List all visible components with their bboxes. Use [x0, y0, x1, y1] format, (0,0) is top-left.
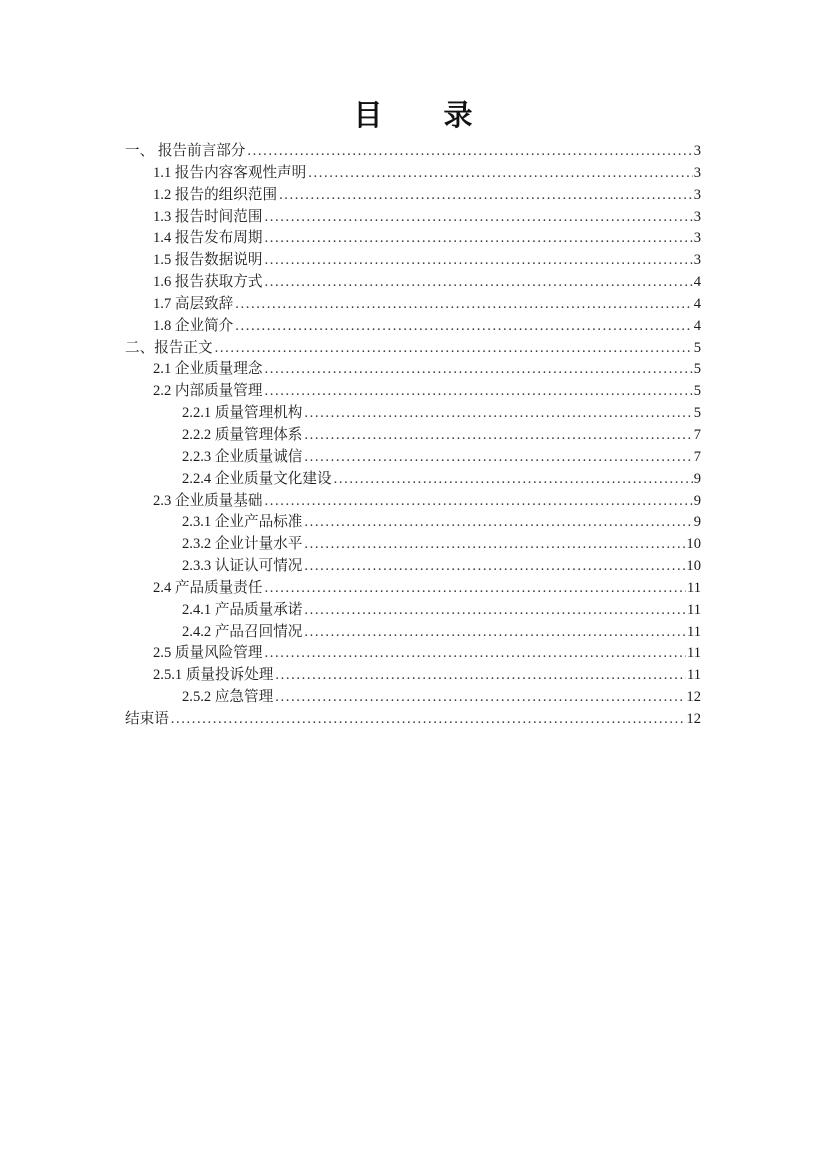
- toc-leader-dots: [304, 622, 686, 644]
- toc-leader-dots: [304, 556, 685, 578]
- toc-entry[interactable]: [125, 447, 701, 469]
- toc-entry[interactable]: [125, 381, 701, 403]
- toc-entry[interactable]: [125, 185, 701, 207]
- toc-entry-page: 5: [693, 361, 701, 378]
- toc-leader-dots: [235, 316, 692, 338]
- toc-entry[interactable]: [125, 141, 701, 163]
- toc-entry[interactable]: [125, 556, 701, 578]
- toc-entry[interactable]: [125, 469, 701, 491]
- toc-entry[interactable]: [125, 403, 701, 425]
- toc-entry-page: 4: [693, 295, 701, 312]
- toc-entry-label: 2.5 质量风险管理: [153, 645, 263, 662]
- toc-entry-label: 2.4.1 产品质量承诺: [182, 601, 303, 618]
- toc-entry-page: 7: [693, 426, 701, 443]
- toc-entry-page: 11: [686, 623, 701, 640]
- toc-entry[interactable]: [125, 163, 701, 185]
- toc-entry-page: 11: [686, 645, 701, 662]
- toc-leader-dots: [264, 381, 692, 403]
- toc-entry[interactable]: [125, 491, 701, 513]
- toc-entry-label: 1.1 报告内容客观性声明: [153, 164, 307, 181]
- toc-entry-label: 2.2.4 企业质量文化建设: [182, 470, 332, 487]
- toc-entry-label: 2.1 企业质量理念: [153, 361, 263, 378]
- toc-leader-dots: [304, 534, 685, 556]
- toc-entry-page: 11: [686, 667, 701, 684]
- toc-entry[interactable]: [125, 207, 701, 229]
- toc-entry-page: 3: [693, 208, 701, 225]
- toc-entry-label: 1.8 企业简介: [153, 317, 234, 334]
- toc-entry-page: 9: [693, 470, 701, 487]
- toc-entry-label: 2.3.1 企业产品标准: [182, 514, 303, 531]
- toc-entry-label: 结束语: [125, 710, 169, 727]
- toc-entry-label: 2.2.3 企业质量诚信: [182, 448, 303, 465]
- toc-leader-dots: [215, 338, 693, 360]
- toc-entry[interactable]: [125, 534, 701, 556]
- toc-leader-dots: [171, 709, 686, 731]
- toc-entry-page: 5: [693, 383, 701, 400]
- toc-entry[interactable]: [125, 622, 701, 644]
- toc-entry[interactable]: [125, 272, 701, 294]
- toc-entry[interactable]: [125, 294, 701, 316]
- toc-entry-page: 4: [693, 317, 701, 334]
- toc-entry[interactable]: [125, 425, 701, 447]
- toc-entry[interactable]: [125, 709, 701, 731]
- toc-leader-dots: [275, 687, 685, 709]
- toc-entry-page: 3: [693, 164, 701, 181]
- toc-leader-dots: [334, 469, 693, 491]
- toc-entry[interactable]: [125, 687, 701, 709]
- page-title: 目 录: [353, 100, 474, 132]
- toc-entry-label: 2.4 产品质量责任: [153, 579, 263, 596]
- toc-leader-dots: [264, 578, 685, 600]
- toc-entry-label: 2.3.2 企业计量水平: [182, 536, 303, 553]
- toc-leader-dots: [264, 250, 692, 272]
- toc-entry-page: 3: [693, 252, 701, 269]
- toc-entry-page: 12: [686, 710, 701, 727]
- toc-entry[interactable]: [125, 512, 701, 534]
- toc-leader-dots: [304, 403, 692, 425]
- toc-entry-label: 2.3 企业质量基础: [153, 492, 263, 509]
- toc-leader-dots: [304, 512, 692, 534]
- toc-entry-page: 3: [693, 143, 701, 159]
- toc-entry-page: 9: [693, 492, 701, 509]
- toc-entry[interactable]: [125, 600, 701, 622]
- toc-leader-dots: [279, 185, 693, 207]
- toc-list: [125, 141, 701, 731]
- toc-entry-page: 4: [693, 274, 701, 291]
- toc-entry-page: 5: [693, 405, 701, 422]
- toc-entry[interactable]: [125, 338, 701, 360]
- toc-entry-label: 2.2.1 质量管理机构: [182, 405, 303, 422]
- toc-leader-dots: [264, 272, 692, 294]
- toc-entry-label: 1.7 高层致辞: [153, 295, 234, 312]
- toc-entry[interactable]: [125, 228, 701, 250]
- toc-entry[interactable]: [125, 665, 701, 687]
- toc-leader-dots: [264, 207, 692, 229]
- toc-entry-label: 2.4.2 产品召回情况: [182, 623, 303, 640]
- toc-entry-label: 2.2 内部质量管理: [153, 383, 263, 400]
- toc-entry-label: 2.3.3 认证认可情况: [182, 558, 303, 575]
- toc-entry[interactable]: [125, 359, 701, 381]
- toc-entry-label: 2.5.2 应急管理: [182, 689, 274, 706]
- toc-leader-dots: [264, 643, 685, 665]
- toc-entry-label: 1.2 报告的组织范围: [153, 186, 278, 203]
- toc-entry-page: 11: [686, 601, 701, 618]
- toc-entry-label: 1.3 报告时间范围: [153, 208, 263, 225]
- toc-leader-dots: [264, 359, 692, 381]
- toc-entry-label: 2.2.2 质量管理体系: [182, 426, 303, 443]
- toc-entry-page: 9: [693, 514, 701, 531]
- toc-leader-dots: [264, 491, 692, 513]
- toc-entry-page: 3: [693, 186, 701, 203]
- toc-entry-page: 11: [686, 579, 701, 596]
- toc-entry-label: 1.5 报告数据说明: [153, 252, 263, 269]
- toc-leader-dots: [304, 600, 686, 622]
- toc-entry-page: 10: [686, 558, 701, 575]
- toc-leader-dots: [264, 228, 692, 250]
- toc-leader-dots: [304, 425, 692, 447]
- toc-leader-dots: [304, 447, 692, 469]
- toc-entry-page: 7: [693, 448, 701, 465]
- toc-entry-label: 二、报告正文: [125, 339, 213, 356]
- toc-entry[interactable]: [125, 250, 701, 272]
- toc-leader-dots: [247, 141, 692, 163]
- toc-leader-dots: [308, 163, 692, 185]
- toc-entry-page: 3: [693, 230, 701, 247]
- toc-entry[interactable]: [125, 316, 701, 338]
- toc-entry-page: 12: [686, 689, 701, 706]
- toc-entry-label: 2.5.1 质量投诉处理: [153, 667, 274, 684]
- toc-entry[interactable]: [125, 578, 701, 600]
- toc-entry[interactable]: [125, 643, 701, 665]
- toc-entry-page: 5: [693, 339, 701, 356]
- toc-leader-dots: [235, 294, 692, 316]
- toc-leader-dots: [275, 665, 686, 687]
- toc-entry-label: 一、 报告前言部分: [125, 143, 246, 159]
- toc-entry-page: 10: [686, 536, 701, 553]
- toc-entry-label: 1.6 报告获取方式: [153, 274, 263, 291]
- toc-entry-label: 1.4 报告发布周期: [153, 230, 263, 247]
